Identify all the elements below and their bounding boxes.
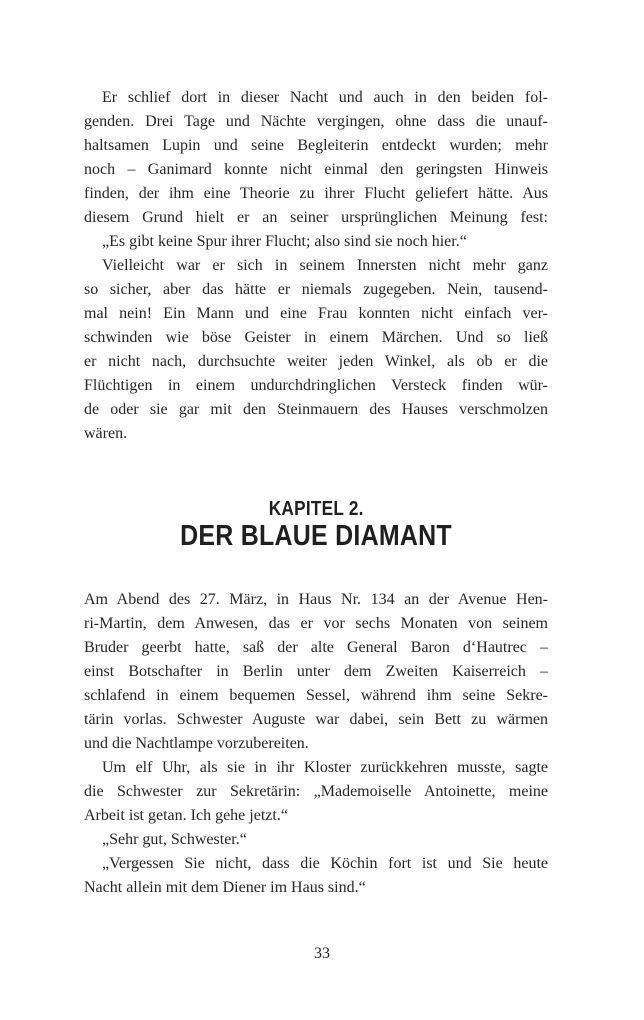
paragraph xyxy=(84,588,548,756)
text-line: schlafend in einem bequemen Sessel, während ihm seine Sekre- xyxy=(84,687,548,704)
text-line: Um elf Uhr, als sie in ihr Kloster zurückkehren musste, sagte xyxy=(102,759,548,776)
text-line: Vielleicht war er sich in seinem Innersten nicht mehr ganz xyxy=(102,257,548,274)
text-line: Am Abend des 27. März, in Haus Nr. 134 an der Avenue Hen- xyxy=(84,591,548,608)
text-line: „Vergessen Sie nicht, dass die Köchin fort ist und Sie heute xyxy=(102,855,548,872)
chapter-heading xyxy=(84,498,548,552)
text-line: einst Botschafter in Berlin unter dem Zweiten Kaiserreich – xyxy=(84,663,548,680)
chapter-number-text: KAPITEL 2. xyxy=(268,498,364,520)
text-line: Er schlief dort in dieser Nacht und auch in den beiden fol- xyxy=(102,89,548,106)
text-line: finden, der ihm eine Theorie zu ihrer Flucht geliefert hätte. Aus xyxy=(84,185,548,202)
text-line: schwinden wie böse Geister in einem Märchen. Und so ließ xyxy=(84,329,548,346)
paragraph xyxy=(84,852,548,900)
text-line: und die Nachtlampe vorzubereiten. xyxy=(84,735,309,752)
text-line: tärin vorlas. Schwester Auguste war dabei, sein Bett zu wärmen xyxy=(84,711,548,728)
text-line: „Es gibt keine Spur ihrer Flucht; also sind sie noch hier.“ xyxy=(102,233,467,250)
page-number: 33 xyxy=(314,945,330,962)
paragraph xyxy=(84,254,548,446)
text-line: de oder sie gar mit den Steinmauern des Hauses verschmolzen xyxy=(84,401,548,418)
paragraph xyxy=(84,86,548,230)
text-line: er nicht nach, durchsuchte weiter jeden Winkel, als ob er die xyxy=(84,353,548,370)
text-line: so sicher, aber das hätte er niemals zugegeben. Nein, tausend- xyxy=(84,281,548,298)
paragraph xyxy=(84,828,548,852)
text-column xyxy=(84,86,548,900)
paragraph xyxy=(84,230,548,254)
chapter-number xyxy=(84,498,548,520)
text-line: Flüchtigen in einem undurchdringlichen Versteck finden wür- xyxy=(84,377,548,394)
text-line: genden. Drei Tage und Nächte vergingen, ohne dass die unauf- xyxy=(84,113,548,130)
chapter-title xyxy=(84,520,548,552)
text-line: Nacht allein mit dem Diener im Haus sind.“ xyxy=(84,879,366,896)
text-line: wären. xyxy=(84,425,128,442)
text-line: Bruder geerbt hatte, saß der alte General Baron d‘Hautrec – xyxy=(84,639,548,656)
text-line: „Sehr gut, Schwester.“ xyxy=(102,831,247,848)
text-line: haltsamen Lupin und seine Begleiterin entdeckt wurden; mehr xyxy=(84,137,548,154)
text-line: die Schwester zur Sekretärin: „Mademoiselle Antoinette, meine xyxy=(84,783,548,800)
text-line: diesem Grund hielt er an seiner ursprünglichen Meinung fest: xyxy=(84,209,548,226)
text-line: mal nein! Ein Mann und eine Frau konnten nicht einfach ver- xyxy=(84,305,548,322)
text-line: noch – Ganimard konnte nicht einmal den geringsten Hinweis xyxy=(84,161,548,178)
chapter-title-text: DER BLAUE DIAMANT xyxy=(180,520,452,552)
text-line: ri-Martin, dem Anwesen, das er vor sechs Monaten von seinem xyxy=(84,615,548,632)
text-line: Arbeit ist getan. Ich gehe jetzt.“ xyxy=(84,807,288,824)
paragraph xyxy=(84,756,548,828)
